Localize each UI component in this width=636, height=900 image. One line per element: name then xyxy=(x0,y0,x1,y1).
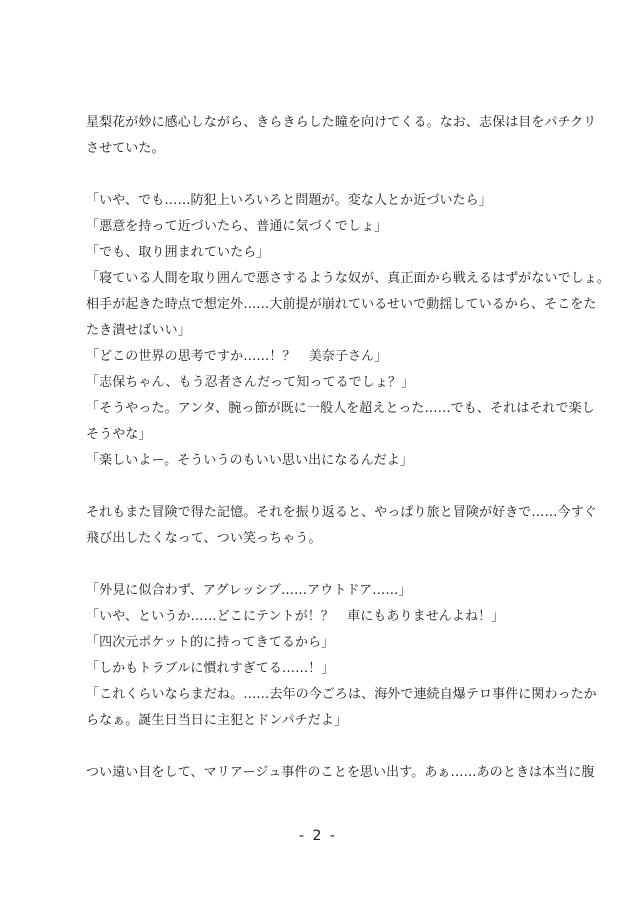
text-line: 「志保ちゃん、もう忍者さんだって知ってるでしょ？」 xyxy=(86,375,415,390)
text-line: 「四次元ポケット的に持ってきてるから」 xyxy=(86,635,335,650)
text-line: 「楽しいよー。そういうのもいい思い出になるんだよ」 xyxy=(86,453,413,468)
paragraph-gap xyxy=(86,734,556,760)
text-line: たき潰せばいい」 xyxy=(86,323,191,338)
text-line: 「いや、というか……どこにテントが！？ 車にもありませんよね！」 xyxy=(86,609,505,624)
text-line: そうやな」 xyxy=(86,427,152,442)
paragraph-gap xyxy=(86,162,556,188)
text-line: らなぁ。誕生日当日に主犯とドンパチだよ」 xyxy=(86,713,348,728)
text-line: 「しかもトラブルに慣れすぎてる……！」 xyxy=(86,661,335,676)
text-line: 相手が起きた時点で想定外……大前提が崩れているせいで動揺しているから、そこをた xyxy=(86,297,597,312)
text-line: 飛び出したくなって、つい笑っちゃう。 xyxy=(86,531,322,546)
paragraph-gap xyxy=(86,552,556,578)
page-number: - 2 - xyxy=(299,828,337,844)
text-line: 「寝ている人間を取り囲んで悪さするような奴が、真正面から戦えるはずがないでしょ。 xyxy=(86,271,611,286)
text-line: 「いや、でも……防犯上いろいろと問題が。変な人とか近づいたら」 xyxy=(86,193,492,208)
text-line: 「悪意を持って近づいたら、普通に気づくでしょ」 xyxy=(86,219,388,234)
text-line: 「外見に似合わず、アグレッシブ……アウトドア……」 xyxy=(86,583,412,598)
paragraph-gap xyxy=(86,474,556,500)
text-line: 「どこの世界の思考ですか……！？ 美奈子さん」 xyxy=(86,349,388,364)
text-line: つい遠い目をして、マリアージュ事件のことを思い出す。あぁ……あのときは本当に腹 xyxy=(86,765,595,780)
text-line: 星梨花が妙に感心しながら、きらきらした瞳を向けてくる。なお、志保は目をパチクリ xyxy=(86,115,597,130)
text-line: 「これくらいならまだね。……去年の今ごろは、海外で連続自爆テロ事件に関わったか xyxy=(86,687,597,702)
text-line: それもまた冒険で得た記憶。それを振り返ると、やっぱり旅と冒険が好きで……今すぐ xyxy=(86,505,597,520)
text-line: させていた。 xyxy=(86,141,165,156)
text-line: 「でも、取り囲まれていたら」 xyxy=(86,245,270,260)
body-text xyxy=(86,110,611,786)
text-line: 「そうやった。アンタ、腕っ節が既に一般人を超えとった……でも、それはそれで楽し xyxy=(86,401,595,416)
